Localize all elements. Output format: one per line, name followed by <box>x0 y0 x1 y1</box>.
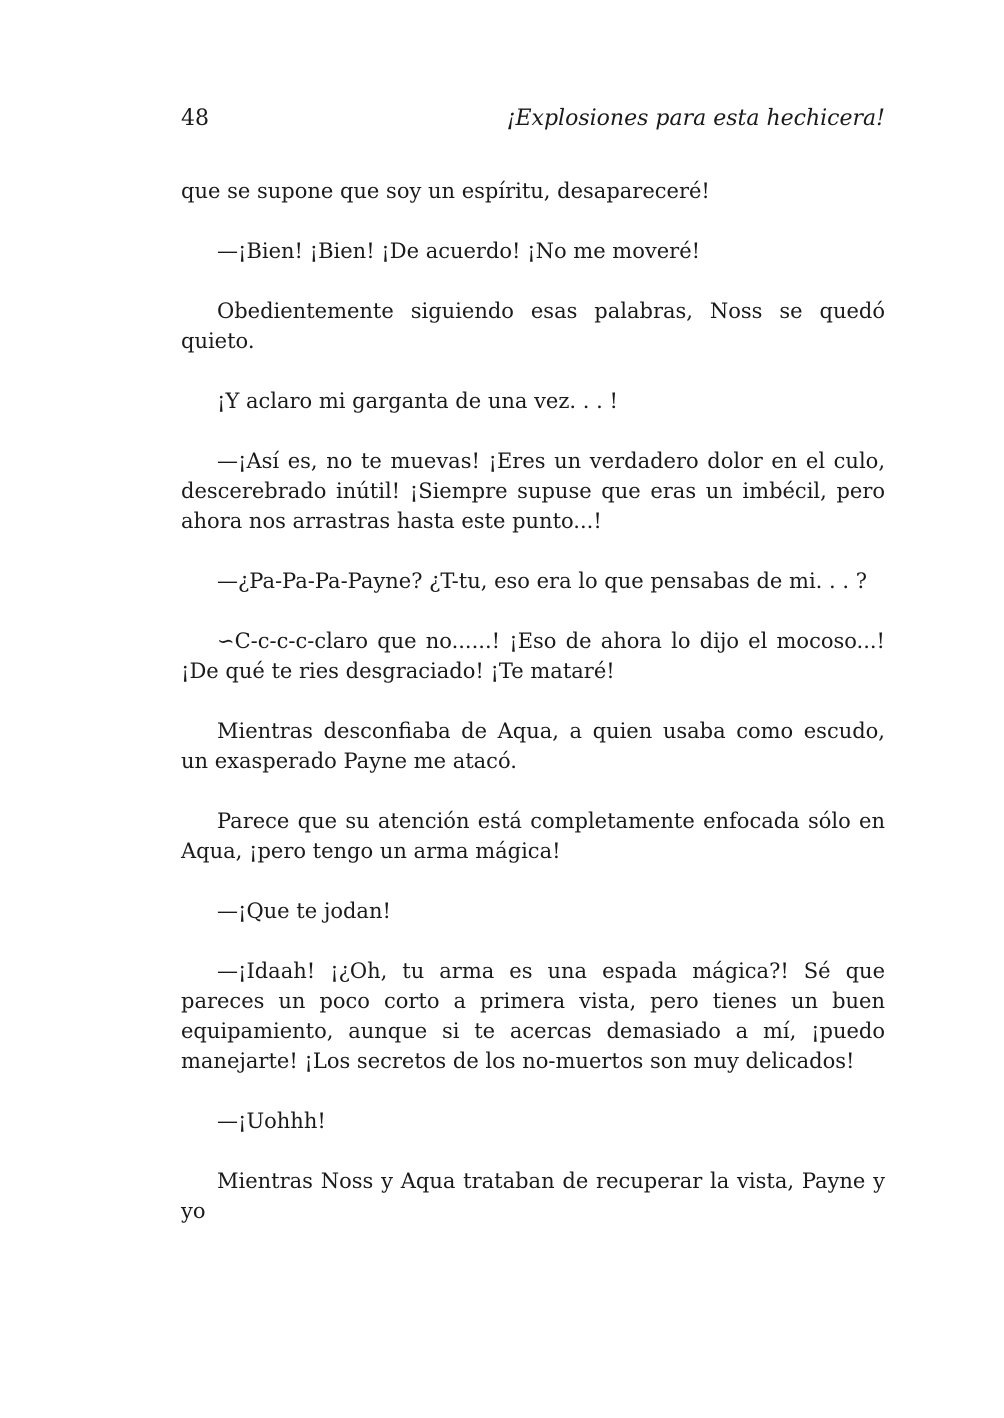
paragraph: Mientras Noss y Aqua trataban de recuperar la vista, Payne y yo <box>181 1169 885 1223</box>
page-number: 48 <box>181 106 209 131</box>
body-text <box>181 176 885 1226</box>
paragraph: Mientras desconfiaba de Aqua, a quien usaba como escudo, un exasperado Payne me atacó. <box>181 719 885 773</box>
paragraph: que se supone que soy un espíritu, desapareceré! <box>181 179 710 203</box>
paragraph: —¡Idaah! ¡¿Oh, tu arma es una espada mágica?! Sé que pareces un poco corto a primera vista, pero tienes un buen equipamiento, aunque si te acercas demasiado a mí, ¡puedo manejarte! ¡Los secretos de los no-muertos son muy delicados! <box>181 959 885 1073</box>
paragraph: —¿Pa-Pa-Pa-Payne? ¿T-tu, eso era lo que pensabas de mi. . . ? <box>217 569 867 593</box>
paragraph: ¡Y aclaro mi garganta de una vez. . . ! <box>217 389 618 413</box>
running-title: ¡Explosiones para esta hechicera! <box>506 106 885 131</box>
page-header <box>181 104 885 134</box>
paragraph: Parece que su atención está completamente enfocada sólo en Aqua, ¡pero tengo un arma mágica! <box>181 809 885 863</box>
paragraph: —¡Que te jodan! <box>217 899 391 923</box>
paragraph: —¡Bien! ¡Bien! ¡De acuerdo! ¡No me moveré! <box>217 239 701 263</box>
paragraph: —¡Uohhh! <box>217 1109 326 1133</box>
paragraph: Obedientemente siguiendo esas palabras, Noss se quedó quieto. <box>181 299 885 353</box>
paragraph: —¡Así es, no te muevas! ¡Eres un verdadero dolor en el culo, descerebrado inútil! ¡Siempre supuse que eras un imbécil, pero ahora nos arrastras hasta este punto...! <box>181 449 885 533</box>
paragraph: ∽C-c-c-c-claro que no......! ¡Eso de ahora lo dijo el mocoso...! ¡De qué te ries desgraciado! ¡Te mataré! <box>181 629 885 683</box>
